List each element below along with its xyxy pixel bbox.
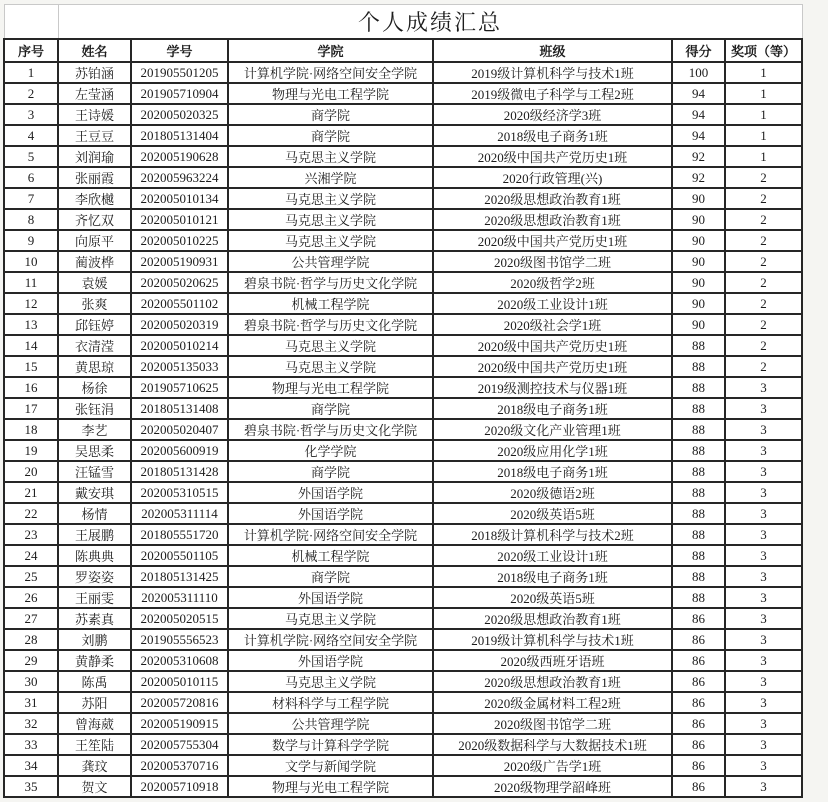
cell-name: 龚玟 <box>58 755 131 776</box>
table-row <box>4 545 802 566</box>
cell-college: 计算机学院·网络空间安全学院 <box>228 62 433 83</box>
cell-award: 2 <box>725 272 802 293</box>
cell-name: 张丽霞 <box>58 167 131 188</box>
cell-index: 35 <box>4 776 58 797</box>
table-row <box>4 713 802 734</box>
table-row <box>4 125 802 146</box>
title-row <box>4 5 802 40</box>
cell-college: 马克思主义学院 <box>228 608 433 629</box>
cell-college: 物理与光电工程学院 <box>228 83 433 104</box>
cell-score: 88 <box>672 461 725 482</box>
cell-student-id: 202005600919 <box>131 440 228 461</box>
cell-name: 李欣樾 <box>58 188 131 209</box>
cell-index: 10 <box>4 251 58 272</box>
cell-college: 外国语学院 <box>228 587 433 608</box>
cell-class: 2020级哲学2班 <box>433 272 672 293</box>
cell-index: 27 <box>4 608 58 629</box>
cell-score: 86 <box>672 776 725 797</box>
cell-student-id: 201905556523 <box>131 629 228 650</box>
cell-name: 黄静柔 <box>58 650 131 671</box>
cell-award: 1 <box>725 83 802 104</box>
cell-index: 14 <box>4 335 58 356</box>
cell-college: 外国语学院 <box>228 503 433 524</box>
cell-award: 3 <box>725 482 802 503</box>
column-header-index: 序号 <box>4 39 58 62</box>
cell-student-id: 202005010115 <box>131 671 228 692</box>
cell-class: 2020级思想政治教育1班 <box>433 671 672 692</box>
cell-score: 90 <box>672 293 725 314</box>
cell-student-id: 202005020319 <box>131 314 228 335</box>
cell-index: 32 <box>4 713 58 734</box>
cell-index: 30 <box>4 671 58 692</box>
table-row <box>4 83 802 104</box>
cell-index: 22 <box>4 503 58 524</box>
cell-student-id: 202005370716 <box>131 755 228 776</box>
cell-index: 5 <box>4 146 58 167</box>
cell-student-id: 202005190931 <box>131 251 228 272</box>
cell-index: 20 <box>4 461 58 482</box>
cell-name: 袁媛 <box>58 272 131 293</box>
cell-class: 2020级工业设计1班 <box>433 545 672 566</box>
cell-award: 2 <box>725 188 802 209</box>
table-row <box>4 230 802 251</box>
cell-score: 100 <box>672 62 725 83</box>
cell-name: 李艺 <box>58 419 131 440</box>
cell-student-id: 201805131428 <box>131 461 228 482</box>
table-header-row <box>4 39 802 62</box>
cell-index: 2 <box>4 83 58 104</box>
cell-index: 15 <box>4 356 58 377</box>
cell-score: 90 <box>672 314 725 335</box>
cell-award: 1 <box>725 125 802 146</box>
cell-class: 2020级社会学1班 <box>433 314 672 335</box>
cell-name: 蔺波桦 <box>58 251 131 272</box>
cell-class: 2019级计算机科学与技术1班 <box>433 629 672 650</box>
cell-award: 3 <box>725 440 802 461</box>
cell-class: 2020级中国共产党历史1班 <box>433 230 672 251</box>
cell-score: 88 <box>672 587 725 608</box>
cell-score: 86 <box>672 608 725 629</box>
cell-student-id: 201905501205 <box>131 62 228 83</box>
cell-name: 贺文 <box>58 776 131 797</box>
cell-class: 2020级经济学3班 <box>433 104 672 125</box>
cell-college: 马克思主义学院 <box>228 230 433 251</box>
column-header-score: 得分 <box>672 39 725 62</box>
cell-score: 88 <box>672 419 725 440</box>
cell-score: 94 <box>672 104 725 125</box>
cell-class: 2020级西班牙语班 <box>433 650 672 671</box>
cell-college: 外国语学院 <box>228 650 433 671</box>
table-row <box>4 419 802 440</box>
cell-award: 2 <box>725 230 802 251</box>
cell-name: 齐忆双 <box>58 209 131 230</box>
table-row <box>4 146 802 167</box>
cell-index: 7 <box>4 188 58 209</box>
cell-class: 2020级图书馆学二班 <box>433 713 672 734</box>
cell-class: 2020级物理学韶峰班 <box>433 776 672 797</box>
cell-index: 9 <box>4 230 58 251</box>
cell-name: 王丽雯 <box>58 587 131 608</box>
cell-award: 2 <box>725 251 802 272</box>
cell-name: 汪锰雪 <box>58 461 131 482</box>
cell-class: 2018级电子商务1班 <box>433 125 672 146</box>
cell-index: 29 <box>4 650 58 671</box>
column-header-student-id: 学号 <box>131 39 228 62</box>
cell-class: 2018级电子商务1班 <box>433 566 672 587</box>
column-header-name: 姓名 <box>58 39 131 62</box>
cell-award: 3 <box>725 377 802 398</box>
cell-name: 吴思柔 <box>58 440 131 461</box>
score-sheet <box>3 4 803 798</box>
cell-score: 86 <box>672 734 725 755</box>
cell-score: 90 <box>672 272 725 293</box>
cell-index: 1 <box>4 62 58 83</box>
cell-class: 2020级中国共产党历史1班 <box>433 335 672 356</box>
cell-index: 3 <box>4 104 58 125</box>
cell-college: 化学学院 <box>228 440 433 461</box>
cell-award: 3 <box>725 692 802 713</box>
table-row <box>4 314 802 335</box>
cell-student-id: 201805131425 <box>131 566 228 587</box>
cell-name: 陈禹 <box>58 671 131 692</box>
table-row <box>4 461 802 482</box>
cell-class: 2019级测控技术与仪器1班 <box>433 377 672 398</box>
table-row <box>4 650 802 671</box>
table-row <box>4 209 802 230</box>
page-title: 个人成绩汇总 <box>58 5 802 40</box>
cell-student-id: 202005311110 <box>131 587 228 608</box>
cell-score: 90 <box>672 251 725 272</box>
cell-class: 2020级英语5班 <box>433 587 672 608</box>
cell-index: 33 <box>4 734 58 755</box>
cell-award: 3 <box>725 755 802 776</box>
cell-name: 黄思琼 <box>58 356 131 377</box>
cell-class: 2018级电子商务1班 <box>433 398 672 419</box>
cell-college: 马克思主义学院 <box>228 209 433 230</box>
cell-award: 3 <box>725 419 802 440</box>
cell-score: 88 <box>672 482 725 503</box>
table-row <box>4 335 802 356</box>
cell-index: 4 <box>4 125 58 146</box>
cell-class: 2020级数据科学与大数据技术1班 <box>433 734 672 755</box>
score-table-body <box>4 62 802 797</box>
cell-college: 碧泉书院·哲学与历史文化学院 <box>228 272 433 293</box>
cell-award: 3 <box>725 503 802 524</box>
table-row <box>4 356 802 377</box>
cell-class: 2020级中国共产党历史1班 <box>433 146 672 167</box>
table-row <box>4 440 802 461</box>
cell-name: 张爽 <box>58 293 131 314</box>
cell-index: 21 <box>4 482 58 503</box>
cell-college: 马克思主义学院 <box>228 671 433 692</box>
cell-award: 3 <box>725 629 802 650</box>
title-blank-cell <box>4 5 58 40</box>
cell-score: 90 <box>672 230 725 251</box>
cell-college: 马克思主义学院 <box>228 335 433 356</box>
cell-award: 3 <box>725 608 802 629</box>
table-row <box>4 251 802 272</box>
cell-score: 88 <box>672 545 725 566</box>
cell-class: 2020级文化产业管理1班 <box>433 419 672 440</box>
cell-college: 物理与光电工程学院 <box>228 776 433 797</box>
table-row <box>4 692 802 713</box>
cell-score: 88 <box>672 377 725 398</box>
cell-name: 王诗媛 <box>58 104 131 125</box>
cell-award: 3 <box>725 545 802 566</box>
cell-class: 2020级英语5班 <box>433 503 672 524</box>
cell-index: 34 <box>4 755 58 776</box>
table-row <box>4 734 802 755</box>
cell-student-id: 202005020625 <box>131 272 228 293</box>
cell-student-id: 202005310515 <box>131 482 228 503</box>
cell-student-id: 202005010134 <box>131 188 228 209</box>
cell-college: 马克思主义学院 <box>228 146 433 167</box>
table-row <box>4 776 802 797</box>
cell-name: 张钰涓 <box>58 398 131 419</box>
table-row <box>4 524 802 545</box>
cell-award: 2 <box>725 335 802 356</box>
cell-college: 商学院 <box>228 125 433 146</box>
cell-college: 公共管理学院 <box>228 713 433 734</box>
cell-college: 马克思主义学院 <box>228 188 433 209</box>
column-header-award: 奖项（等） <box>725 39 802 62</box>
table-row <box>4 566 802 587</box>
cell-college: 物理与光电工程学院 <box>228 377 433 398</box>
table-row <box>4 629 802 650</box>
cell-college: 材料科学与工程学院 <box>228 692 433 713</box>
cell-class: 2019级微电子科学与工程2班 <box>433 83 672 104</box>
cell-class: 2020行政管理(兴) <box>433 167 672 188</box>
cell-name: 杨徐 <box>58 377 131 398</box>
cell-student-id: 201805131408 <box>131 398 228 419</box>
table-row <box>4 293 802 314</box>
cell-index: 8 <box>4 209 58 230</box>
cell-award: 1 <box>725 104 802 125</box>
cell-name: 向原平 <box>58 230 131 251</box>
cell-name: 苏铂涵 <box>58 62 131 83</box>
cell-award: 3 <box>725 713 802 734</box>
cell-student-id: 202005311114 <box>131 503 228 524</box>
cell-college: 商学院 <box>228 398 433 419</box>
cell-student-id: 201805131404 <box>131 125 228 146</box>
cell-name: 王展鹏 <box>58 524 131 545</box>
cell-name: 邱钰婷 <box>58 314 131 335</box>
cell-award: 3 <box>725 734 802 755</box>
cell-class: 2018级计算机科学与技术2班 <box>433 524 672 545</box>
cell-student-id: 202005020407 <box>131 419 228 440</box>
cell-class: 2018级电子商务1班 <box>433 461 672 482</box>
table-row <box>4 482 802 503</box>
cell-college: 碧泉书院·哲学与历史文化学院 <box>228 314 433 335</box>
cell-student-id: 202005020515 <box>131 608 228 629</box>
cell-college: 商学院 <box>228 461 433 482</box>
cell-college: 数学与计算科学学院 <box>228 734 433 755</box>
cell-score: 86 <box>672 692 725 713</box>
cell-student-id: 202005010121 <box>131 209 228 230</box>
cell-college: 机械工程学院 <box>228 545 433 566</box>
table-row <box>4 167 802 188</box>
cell-award: 2 <box>725 314 802 335</box>
cell-student-id: 201905710625 <box>131 377 228 398</box>
cell-index: 19 <box>4 440 58 461</box>
cell-class: 2020级思想政治教育1班 <box>433 608 672 629</box>
cell-name: 杨情 <box>58 503 131 524</box>
cell-name: 陈典典 <box>58 545 131 566</box>
cell-name: 刘润瑜 <box>58 146 131 167</box>
cell-class: 2020级思想政治教育1班 <box>433 188 672 209</box>
cell-score: 94 <box>672 125 725 146</box>
cell-index: 12 <box>4 293 58 314</box>
cell-name: 王笙陆 <box>58 734 131 755</box>
cell-student-id: 202005020325 <box>131 104 228 125</box>
table-row <box>4 377 802 398</box>
cell-score: 86 <box>672 671 725 692</box>
cell-student-id: 202005755304 <box>131 734 228 755</box>
cell-name: 苏阳 <box>58 692 131 713</box>
cell-award: 3 <box>725 566 802 587</box>
cell-index: 13 <box>4 314 58 335</box>
cell-class: 2020级应用化学1班 <box>433 440 672 461</box>
cell-class: 2020级广告学1班 <box>433 755 672 776</box>
cell-name: 戴安琪 <box>58 482 131 503</box>
cell-student-id: 202005190628 <box>131 146 228 167</box>
cell-index: 31 <box>4 692 58 713</box>
cell-student-id: 201805551720 <box>131 524 228 545</box>
cell-student-id: 202005190915 <box>131 713 228 734</box>
cell-score: 86 <box>672 713 725 734</box>
cell-college: 计算机学院·网络空间安全学院 <box>228 629 433 650</box>
table-row <box>4 272 802 293</box>
cell-score: 88 <box>672 335 725 356</box>
cell-index: 25 <box>4 566 58 587</box>
cell-score: 88 <box>672 566 725 587</box>
table-row <box>4 398 802 419</box>
table-row <box>4 587 802 608</box>
cell-award: 3 <box>725 461 802 482</box>
cell-college: 商学院 <box>228 104 433 125</box>
cell-score: 92 <box>672 146 725 167</box>
cell-score: 90 <box>672 188 725 209</box>
table-row <box>4 671 802 692</box>
cell-award: 3 <box>725 524 802 545</box>
cell-award: 2 <box>725 293 802 314</box>
cell-index: 24 <box>4 545 58 566</box>
table-row <box>4 608 802 629</box>
cell-score: 86 <box>672 650 725 671</box>
cell-student-id: 202005135033 <box>131 356 228 377</box>
cell-college: 外国语学院 <box>228 482 433 503</box>
cell-award: 3 <box>725 650 802 671</box>
cell-score: 86 <box>672 629 725 650</box>
cell-name: 左莹涵 <box>58 83 131 104</box>
score-table <box>3 4 803 798</box>
table-row <box>4 755 802 776</box>
cell-score: 88 <box>672 356 725 377</box>
table-row <box>4 104 802 125</box>
cell-student-id: 202005710918 <box>131 776 228 797</box>
cell-award: 2 <box>725 356 802 377</box>
cell-award: 2 <box>725 167 802 188</box>
cell-award: 3 <box>725 587 802 608</box>
cell-college: 马克思主义学院 <box>228 356 433 377</box>
cell-score: 94 <box>672 83 725 104</box>
cell-college: 公共管理学院 <box>228 251 433 272</box>
cell-award: 3 <box>725 398 802 419</box>
cell-index: 28 <box>4 629 58 650</box>
cell-student-id: 202005963224 <box>131 167 228 188</box>
cell-student-id: 202005501102 <box>131 293 228 314</box>
cell-class: 2020级金属材料工程2班 <box>433 692 672 713</box>
cell-score: 88 <box>672 440 725 461</box>
cell-college: 商学院 <box>228 566 433 587</box>
cell-score: 86 <box>672 755 725 776</box>
cell-class: 2020级图书馆学二班 <box>433 251 672 272</box>
cell-score: 92 <box>672 167 725 188</box>
cell-index: 17 <box>4 398 58 419</box>
cell-class: 2020级中国共产党历史1班 <box>433 356 672 377</box>
cell-score: 88 <box>672 398 725 419</box>
cell-college: 碧泉书院·哲学与历史文化学院 <box>228 419 433 440</box>
column-header-class: 班级 <box>433 39 672 62</box>
cell-college: 计算机学院·网络空间安全学院 <box>228 524 433 545</box>
column-header-college: 学院 <box>228 39 433 62</box>
cell-student-id: 201905710904 <box>131 83 228 104</box>
cell-score: 88 <box>672 503 725 524</box>
cell-student-id: 202005720816 <box>131 692 228 713</box>
cell-name: 苏素真 <box>58 608 131 629</box>
cell-class: 2020级思想政治教育1班 <box>433 209 672 230</box>
cell-name: 曾海葳 <box>58 713 131 734</box>
cell-college: 文学与新闻学院 <box>228 755 433 776</box>
table-row <box>4 62 802 83</box>
cell-college: 兴湘学院 <box>228 167 433 188</box>
cell-name: 王豆豆 <box>58 125 131 146</box>
cell-class: 2019级计算机科学与技术1班 <box>433 62 672 83</box>
cell-award: 2 <box>725 209 802 230</box>
cell-name: 刘鹏 <box>58 629 131 650</box>
cell-index: 6 <box>4 167 58 188</box>
cell-score: 88 <box>672 524 725 545</box>
cell-index: 26 <box>4 587 58 608</box>
cell-student-id: 202005501105 <box>131 545 228 566</box>
cell-score: 90 <box>672 209 725 230</box>
table-row <box>4 188 802 209</box>
cell-class: 2020级工业设计1班 <box>433 293 672 314</box>
cell-index: 11 <box>4 272 58 293</box>
cell-student-id: 202005010214 <box>131 335 228 356</box>
cell-student-id: 202005310608 <box>131 650 228 671</box>
cell-award: 1 <box>725 62 802 83</box>
cell-award: 3 <box>725 776 802 797</box>
cell-name: 衣清滢 <box>58 335 131 356</box>
cell-index: 18 <box>4 419 58 440</box>
cell-class: 2020级德语2班 <box>433 482 672 503</box>
cell-student-id: 202005010225 <box>131 230 228 251</box>
table-row <box>4 503 802 524</box>
cell-award: 3 <box>725 671 802 692</box>
cell-index: 16 <box>4 377 58 398</box>
cell-name: 罗姿姿 <box>58 566 131 587</box>
cell-index: 23 <box>4 524 58 545</box>
cell-award: 1 <box>725 146 802 167</box>
cell-college: 机械工程学院 <box>228 293 433 314</box>
